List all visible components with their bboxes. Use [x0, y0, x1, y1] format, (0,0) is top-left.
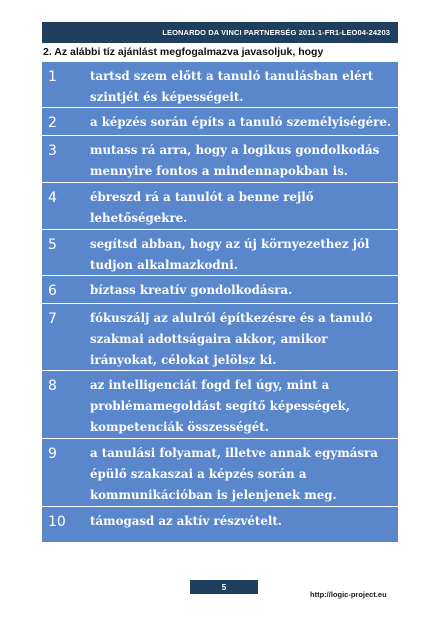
- recommendation-row: [42, 62, 398, 108]
- page-number: 5: [221, 582, 227, 592]
- row-text: [90, 112, 396, 133]
- recommendation-row: [42, 439, 398, 507]
- row-text-line: problémamegoldást segítő képességek,: [90, 399, 350, 413]
- row-text-line: ébreszd rá a tanulót a benne rejlő: [90, 190, 314, 204]
- row-text-line: az intelligenciát fogd fel úgy, mint a: [90, 378, 330, 392]
- row-text-line: támogasd az aktív részvételt.: [90, 514, 282, 528]
- row-number: 3: [48, 143, 57, 159]
- row-text-line: épülő szakaszai a képzés során a: [90, 467, 307, 481]
- row-text-line: kommunikációban is jelenjenek meg.: [90, 488, 337, 502]
- row-text-line: tartsd szem előtt a tanuló tanulásban elért: [90, 69, 374, 83]
- section-intro: 2. Az alábbi tíz ajánlást megfogalmazva javasoljuk, hogy: [43, 46, 324, 58]
- row-text-line: szintjét és képességeit.: [90, 90, 244, 104]
- row-text-line: lehetőségekre.: [90, 211, 188, 225]
- recommendation-row: [42, 230, 398, 276]
- row-text: [90, 140, 396, 182]
- header-title: LEONARDO DA VINCI PARTNERSÉG 2011-1-FR1-LEO04-24203: [162, 28, 390, 37]
- row-number: 5: [48, 237, 57, 253]
- footer-url-link[interactable]: http://logic-project.eu: [310, 590, 387, 599]
- page-number-box: [190, 580, 258, 594]
- row-number: 10: [48, 514, 66, 530]
- row-text: [90, 511, 396, 532]
- row-text-line: szakmai adottságaira akkor, amikor: [90, 332, 328, 346]
- row-number: 7: [48, 311, 57, 327]
- row-text-line: bíztass kreatív gondolkodásra.: [90, 283, 293, 297]
- recommendation-row: [42, 304, 398, 371]
- row-text-line: mutass rá arra, hogy a logikus gondolkodás: [90, 143, 380, 157]
- row-text: [90, 375, 396, 438]
- row-number: 8: [48, 378, 57, 394]
- row-number: 9: [48, 446, 57, 462]
- row-text: [90, 187, 396, 229]
- row-text-line: tudjon alkalmazkodni.: [90, 258, 238, 272]
- recommendations-table: [42, 61, 398, 542]
- recommendation-row: [42, 276, 398, 304]
- row-number: 2: [48, 115, 57, 131]
- row-text: [90, 443, 396, 506]
- row-text-line: kompetenciák összességét.: [90, 420, 269, 434]
- recommendation-row: [42, 108, 398, 136]
- row-text-line: mennyire fontos a mindennapokban is.: [90, 164, 348, 178]
- row-number: 4: [48, 190, 57, 206]
- row-text: [90, 308, 396, 371]
- recommendation-row: [42, 507, 398, 542]
- recommendation-row: [42, 371, 398, 439]
- document-header-bar: [42, 22, 398, 43]
- row-text-line: irányokat, célokat jelölsz ki.: [90, 353, 277, 367]
- recommendation-row: [42, 136, 398, 183]
- row-text: [90, 280, 396, 301]
- recommendation-row: [42, 183, 398, 230]
- row-number: 6: [48, 283, 57, 299]
- row-number: 1: [48, 69, 57, 85]
- row-text-line: a képzés során építs a tanuló személyiségére.: [90, 115, 391, 129]
- row-text-line: a tanulási folyamat, illetve annak egymásra: [90, 446, 378, 460]
- row-text-line: fókuszálj az alulról építkezésre és a tanuló: [90, 311, 373, 325]
- row-text-line: segítsd abban, hogy az új környezethez jól: [90, 237, 370, 251]
- row-text: [90, 234, 396, 276]
- row-text: [90, 66, 396, 108]
